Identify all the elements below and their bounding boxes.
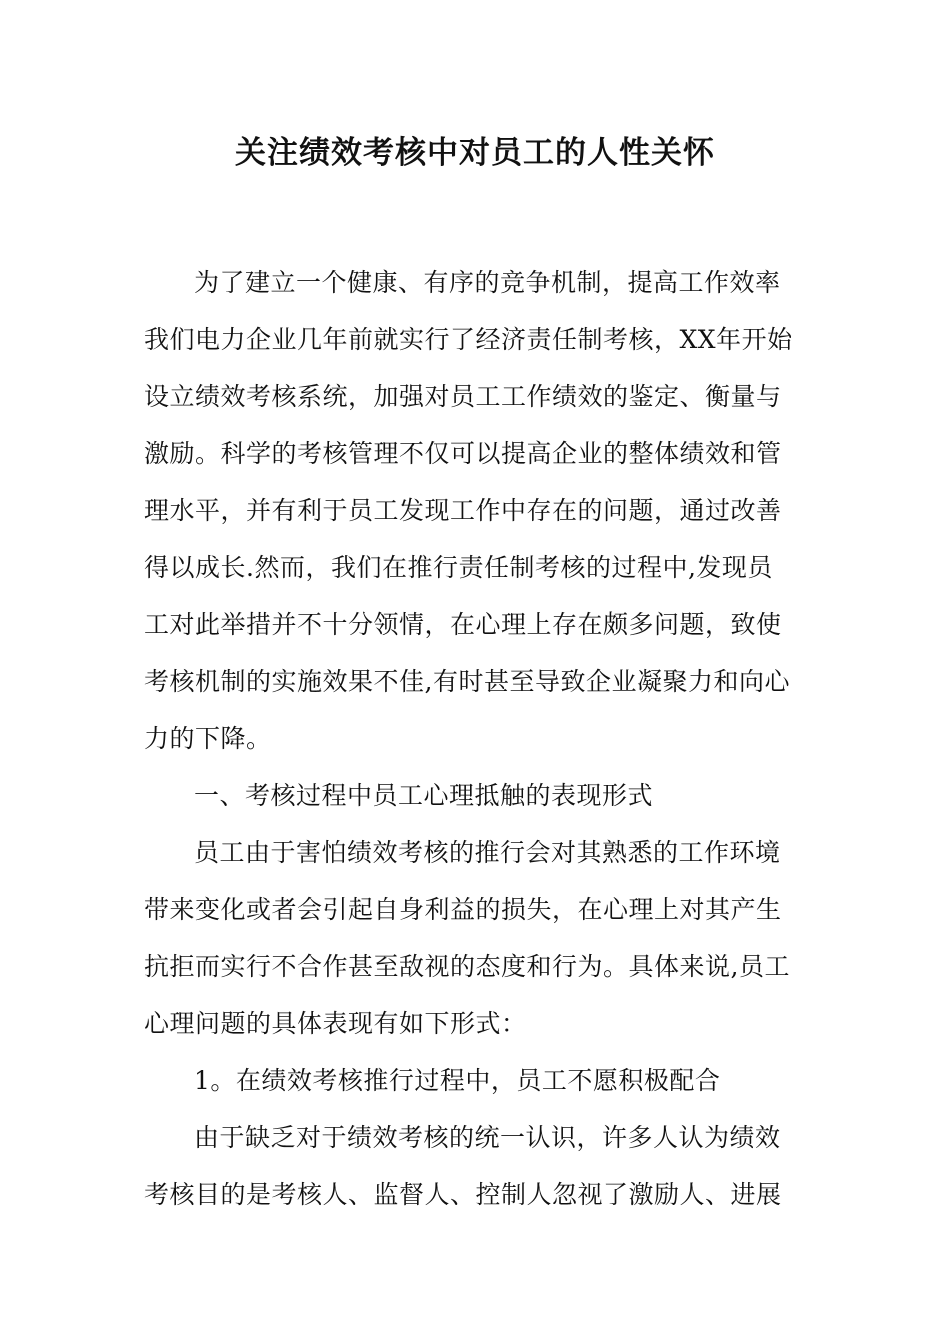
- paragraph-1-line-5: 理水平，并有利于员工发现工作中存在的问题，通过改善: [144, 496, 782, 525]
- paragraph-1-line-6: 得以成长.然而，我们在推行责任制考核的过程中,发现员: [144, 553, 773, 582]
- paragraph-1-line-7: 工对此举措并不十分领情，在心理上存在颇多问题，致使: [144, 610, 782, 639]
- paragraph-1-line-8: 考核机制的实施效果不佳,有时甚至导致企业凝聚力和向心: [144, 667, 790, 696]
- paragraph-1-line-9: 力的下降。: [144, 724, 272, 753]
- paragraph-2-line-4: 心理问题的具体表现有如下形式：: [144, 1009, 527, 1038]
- document-body: [144, 254, 806, 1223]
- paragraph-2-line-3: 抗拒而实行不合作甚至敌视的态度和行为。具体来说,员工: [144, 952, 790, 981]
- paragraph-1-line-2: 我们电力企业几年前就实行了经济责任制考核，XX年开始: [144, 325, 793, 354]
- paragraph-1-line-4: 激励。科学的考核管理不仅可以提高企业的整体绩效和管: [144, 439, 782, 468]
- paragraph-3-line-2: 考核目的是考核人、监督人、控制人忽视了激励人、进展: [144, 1180, 782, 1209]
- paragraph-2-line-2: 带来变化或者会引起自身利益的损失，在心理上对其产生: [144, 895, 782, 924]
- paragraph-3-line-1: 由于缺乏对于绩效考核的统一认识，许多人认为绩效: [194, 1123, 781, 1152]
- section-heading-1: 一、考核过程中员工心理抵触的表现形式: [194, 781, 654, 810]
- paragraph-1-line-3: 设立绩效考核系统，加强对员工工作绩效的鉴定、衡量与: [144, 382, 782, 411]
- subsection-heading-1: 1。在绩效考核推行过程中，员工不愿积极配合: [194, 1066, 721, 1095]
- paragraph-2-line-1: 员工由于害怕绩效考核的推行会对其熟悉的工作环境: [194, 838, 781, 867]
- paragraph-1-line-1: 为了建立一个健康、有序的竞争机制，提高工作效率: [194, 268, 781, 297]
- document-title: 关注绩效考核中对员工的人性关怀: [235, 135, 715, 171]
